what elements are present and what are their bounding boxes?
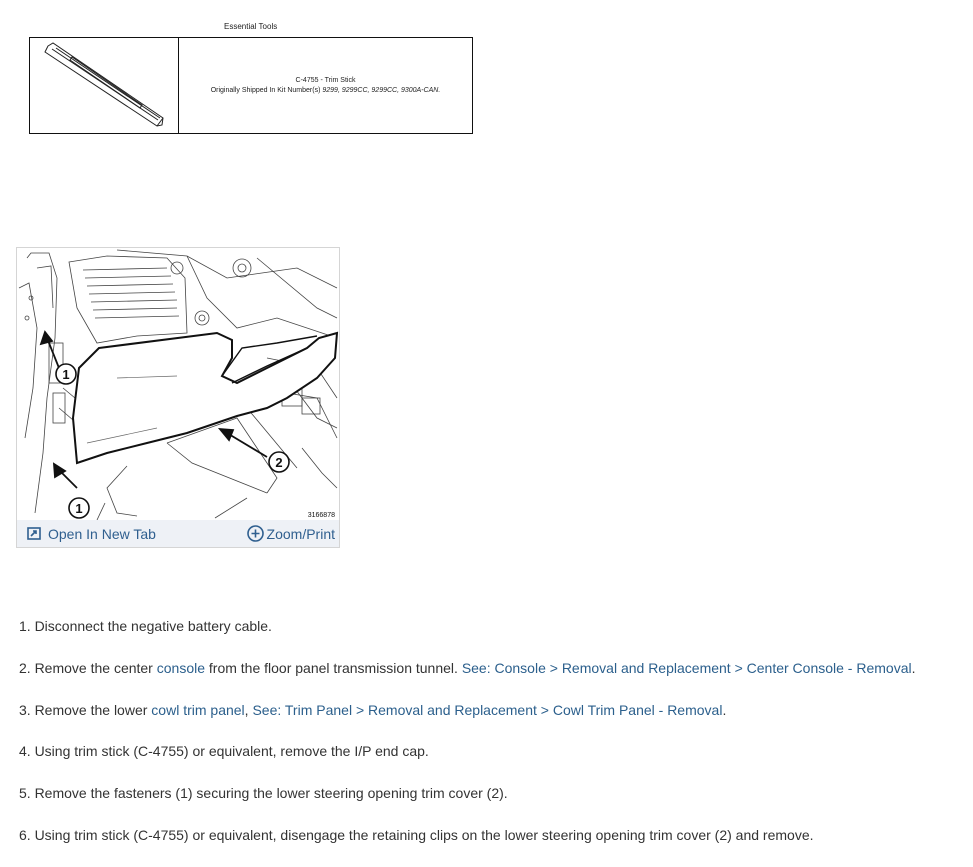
kit-numbers: 9299, 9299CC, 9299CC, 9300A-CAN. xyxy=(322,86,441,94)
open-new-tab-icon xyxy=(27,527,41,540)
step-6 xyxy=(19,827,814,843)
step-link[interactable]: console xyxy=(156,660,206,676)
figure-number: 3166878 xyxy=(307,512,335,519)
tool-image-cell xyxy=(30,38,179,133)
step-link[interactable]: See: Console > Removal and Replacement > Center Console - Removal xyxy=(461,660,912,676)
tool-kits xyxy=(211,86,441,95)
zoom-print-button[interactable] xyxy=(247,525,335,542)
step-1 xyxy=(19,618,272,634)
trim-cover-illustration xyxy=(17,248,339,520)
step-5 xyxy=(19,785,508,801)
open-in-new-tab-label: Open In New Tab xyxy=(48,525,156,542)
figure-toolbar xyxy=(17,520,339,547)
step-text: . xyxy=(911,660,916,676)
step-text: 1. Disconnect the negative battery cable. xyxy=(19,618,272,634)
kit-prefix: Originally Shipped In Kit Number(s) xyxy=(210,86,321,94)
step-text: 4. Using trim stick (C-4755) or equivalent, remove the I/P end cap. xyxy=(19,743,429,759)
open-in-new-tab-button[interactable] xyxy=(27,526,156,542)
step-text: 3. Remove the lower xyxy=(19,702,152,718)
step-4 xyxy=(19,743,429,759)
callout-2: 2 xyxy=(275,455,283,470)
callout-1-bottom: 1 xyxy=(75,501,83,516)
step-text: 6. Using trim stick (C-4755) or equivalent, disengage the retaining clips on the lower steering opening trim cover (2) and remove. xyxy=(19,827,814,843)
zoom-print-label: Zoom/Print xyxy=(266,525,335,542)
essential-tools-heading: Essential Tools xyxy=(224,22,278,31)
trim-cover-figure xyxy=(16,247,340,548)
step-2 xyxy=(19,660,916,676)
step-text: , xyxy=(244,702,253,718)
essential-tools-table xyxy=(29,37,473,134)
tool-name: C-4755 - Trim Stick xyxy=(295,77,356,85)
step-text: . xyxy=(722,702,727,718)
step-text: from the floor panel transmission tunnel. xyxy=(205,660,462,676)
step-link[interactable]: See: Trim Panel > Removal and Replacement > Cowl Trim Panel - Removal xyxy=(252,702,723,718)
zoom-plus-icon xyxy=(247,525,264,542)
step-text: 5. Remove the fasteners (1) securing the lower steering opening trim cover (2). xyxy=(19,785,508,801)
trim-stick-icon xyxy=(30,38,177,132)
step-3 xyxy=(19,702,726,718)
tool-description-cell xyxy=(179,38,472,133)
step-text: 2. Remove the center xyxy=(19,660,157,676)
step-link[interactable]: cowl trim panel xyxy=(151,702,245,718)
callout-1-top: 1 xyxy=(62,367,70,382)
